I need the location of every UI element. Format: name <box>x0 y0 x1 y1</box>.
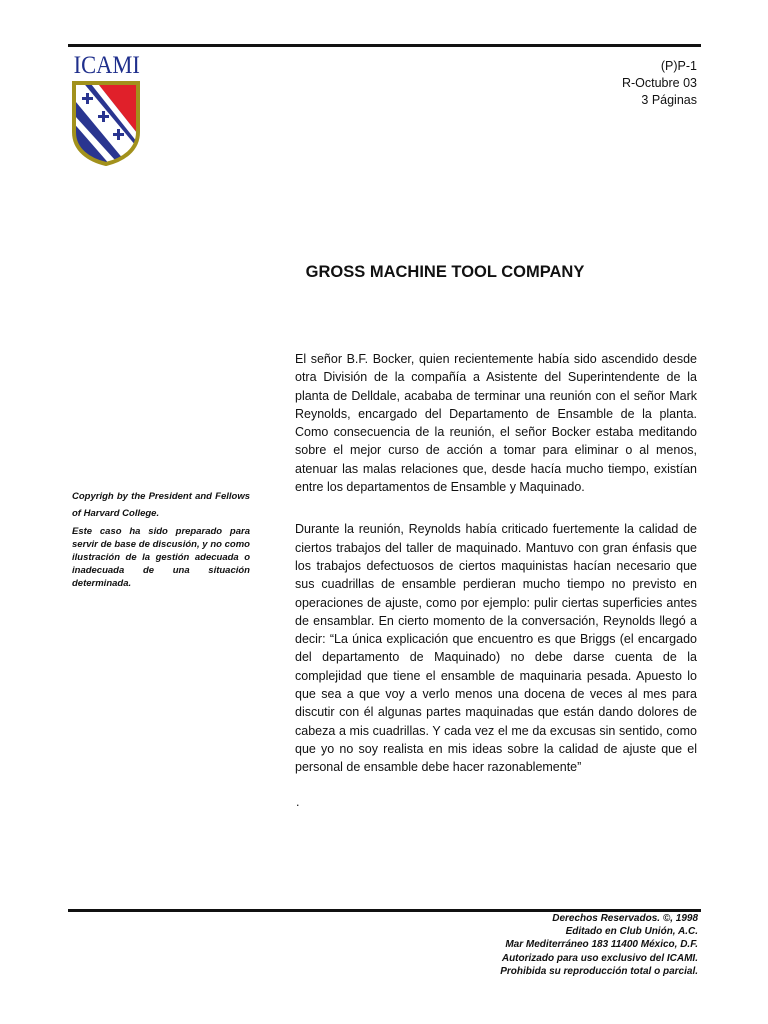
doc-code: (P)P-1 <box>660 59 697 73</box>
footer-rights <box>500 912 698 978</box>
paragraph-1: El señor B.F. Bocker, quien recientemente había sido ascendido desde otra División de la compañía a Asistente del Superintendente de la planta de Delldale, acababa de terminar una reunión con el señor Mark Reynolds, encargado del Departamento de Ensamble de la planta. Como consecuencia de la reunión, el señor Bocker estaba meditando sobre el mejor curso de acción a tomar para eliminar o al menos, atenuar las malas relaciones que, desde hacía mucho tiempo, existían entre los departamentos de Ensamble y Maquinado. <box>295 352 697 495</box>
paragraph-2: Durante la reunión, Reynolds había criticado fuertemente la calidad de ciertos trabajos del taller de maquinado. Mantuvo con gran énfasis que los trabajos defectuosos de ciertos maquinistas hacían necesario que sus cuadrillas de ensamble perdieran mucho tiempo no previsto en operaciones de ajuste, como por ejemplo: pulir ciertas superficies antes de ensamblar. En cierto momento de la conversación, Reynolds llegó a decir: “La única explicación que encuentro es que Briggs (el encargado del departamento de Maquinado) no debe darse cuenta de la complejidad que tiene el ensamble de maquinaria pesada. Apuesto lo que sea a que voy a verlo menos una docena de veces al mes para discutir con él algunas partes maquinadas que están dando dolores de cabeza a mis cuadrillas. Y cada vez el me da excusas sin sentido, como que yo no soy realista en mis ideas sobre la calidad de ajuste que el personal de ensamble debe hacer razonablemente” <box>295 522 697 775</box>
footer-line: Editado en Club Unión, A.C. <box>565 926 698 938</box>
icami-logo <box>70 53 142 166</box>
case-disclaimer: Este caso ha sido preparado para servir de base de discusión, y no como ilustración de la gestión adecuada o inadecuada de una situación determinada. <box>72 526 250 589</box>
doc-revision: R-Octubre 03 <box>621 76 697 90</box>
footer-line: Mar Mediterráneo 183 11400 México, D.F. <box>505 939 698 951</box>
case-body <box>295 350 697 777</box>
shield-icon <box>71 80 141 166</box>
trailing-period: . <box>296 795 300 809</box>
footer-line: Derechos Reservados. ©, 1998 <box>552 913 698 924</box>
copyright-line: Copyrigh by the President and Fellows of Harvard College. <box>72 491 250 519</box>
doc-pages: 3 Páginas <box>641 93 697 107</box>
top-rule <box>68 44 701 47</box>
logo-text: ICAMI <box>73 52 140 79</box>
case-title: GROSS MACHINE TOOL COMPANY <box>305 263 585 281</box>
footer-line: Autorizado para uso exclusivo del ICAMI. <box>501 952 698 964</box>
copyright-note <box>72 488 250 590</box>
footer-line: Prohibida su reproducción total o parcial. <box>500 965 698 977</box>
document-reference <box>622 58 697 109</box>
